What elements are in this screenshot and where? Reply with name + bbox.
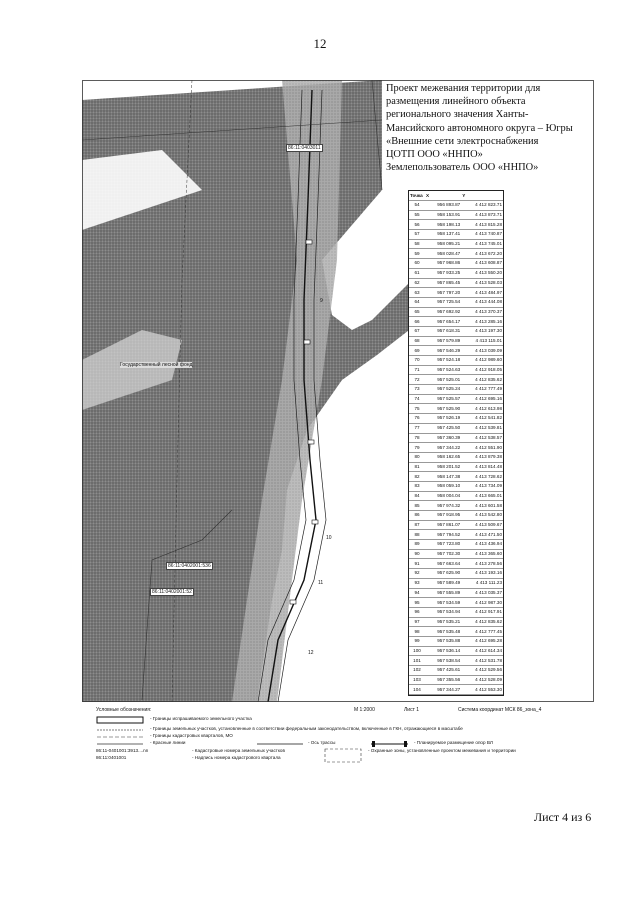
parcel-label-top: 86:11:0403011: [288, 145, 321, 151]
pylon-marker: [290, 600, 296, 604]
table-row: [409, 675, 503, 685]
x-cell: 957 538.54: [425, 656, 461, 666]
y-cell: 4 413 484.97: [461, 288, 503, 298]
table-row: [409, 297, 503, 307]
map-footer: [96, 706, 590, 714]
legend-swatch-legal: [96, 727, 146, 733]
x-cell: 957 933.25: [425, 268, 461, 278]
table-row: [409, 549, 503, 559]
table-row: [409, 520, 503, 530]
point-cell: 69: [409, 346, 425, 356]
table-row: [409, 452, 503, 462]
title-line: ЦОТП ООО «ННПО»: [386, 149, 483, 161]
x-cell: 957 725.54: [425, 297, 461, 307]
point-cell: 84: [409, 491, 425, 501]
point-cell: 75: [409, 404, 425, 414]
point-cell: 83: [409, 481, 425, 491]
y-cell: 4 413 370.37: [461, 307, 503, 317]
table-row: [409, 588, 503, 598]
y-cell: 4 412 695.16: [461, 394, 503, 404]
point-cell: 76: [409, 414, 425, 424]
point-cell: 58: [409, 239, 425, 249]
x-cell: 957 579.89: [425, 336, 461, 346]
y-cell: 4 412 551.90: [461, 443, 503, 453]
parcel-label-mid: 86:11:0402001:536: [168, 563, 211, 569]
table-row: [409, 259, 503, 269]
x-cell: 957 555.89: [425, 588, 461, 598]
area-label: Государственный лесной фонд: [120, 362, 193, 368]
point-cell: 62: [409, 278, 425, 288]
table-row: [409, 530, 503, 540]
y-cell: 4 413 665.01: [461, 491, 503, 501]
legend-boundary-used: - Границы испрашиваемого земельного участка: [150, 716, 252, 721]
y-cell: 4 413 436.94: [461, 540, 503, 550]
column-header-y: Y: [461, 191, 503, 201]
x-cell: 958 004.04: [425, 491, 461, 501]
parcel-label-low: 86:11:0402001:52: [152, 589, 192, 595]
point-cell: 104: [409, 685, 425, 695]
point-cell: 99: [409, 636, 425, 646]
x-cell: 957 794.52: [425, 530, 461, 540]
point-cell: 96: [409, 607, 425, 617]
point-cell: 57: [409, 230, 425, 240]
coordinate-system: Система координат МСК 86_зона_4: [458, 707, 542, 713]
y-cell: 4 413 193.16: [461, 569, 503, 579]
y-cell: 4 412 917.91: [461, 607, 503, 617]
y-cell: 4 413 814.48: [461, 462, 503, 472]
legend-swatch-pylons: [370, 740, 410, 748]
y-cell: 4 412 541.82: [461, 414, 503, 424]
marker-label-3: 12: [308, 650, 314, 656]
pylon-marker: [312, 520, 318, 524]
table-row: [409, 607, 503, 617]
y-cell: 4 413 365.60: [461, 549, 503, 559]
x-cell: 958 153.91: [425, 210, 461, 220]
y-cell: 4 413 542.80: [461, 511, 503, 521]
x-cell: 957 546.29: [425, 346, 461, 356]
x-cell: 958 147.38: [425, 472, 461, 482]
y-cell: 4 413 608.87: [461, 259, 503, 269]
point-cell: 63: [409, 288, 425, 298]
point-cell: 72: [409, 375, 425, 385]
x-cell: 957 344.27: [425, 685, 461, 695]
legend-red-lines: - Красные линии: [150, 740, 186, 745]
coordinates-body: [409, 201, 503, 695]
legend-swatch-quarters: [96, 734, 146, 740]
table-row: [409, 356, 503, 366]
legend-swatch-route-axis: [256, 741, 306, 747]
y-cell: 4 413 035.37: [461, 588, 503, 598]
y-cell: 4 413 471.50: [461, 530, 503, 540]
point-cell: 70: [409, 356, 425, 366]
table-row: [409, 462, 503, 472]
x-cell: 957 525.90: [425, 404, 461, 414]
legend: [96, 714, 590, 770]
legend-quarter-label: - Надпись номера кадастрового квартала: [192, 755, 281, 760]
point-cell: 97: [409, 617, 425, 627]
sheet-label: Лист 4 из 6: [534, 810, 592, 824]
x-cell: 957 535.88: [425, 636, 461, 646]
point-cell: 100: [409, 646, 425, 656]
legend-swatch-protection: [324, 748, 364, 764]
point-cell: 87: [409, 520, 425, 530]
point-cell: 55: [409, 210, 425, 220]
point-cell: 74: [409, 394, 425, 404]
y-cell: 4 413 672.20: [461, 249, 503, 259]
x-cell: 957 625.90: [425, 569, 461, 579]
point-cell: 59: [409, 249, 425, 259]
y-cell: 4 412 528.09: [461, 675, 503, 685]
x-cell: 957 355.56: [425, 675, 461, 685]
x-cell: 957 702.30: [425, 549, 461, 559]
y-cell: 4 413 815.28: [461, 220, 503, 230]
scale-label: М 1:2000: [354, 707, 375, 713]
x-cell: 957 344.22: [425, 443, 461, 453]
legend-protection-zones: - Охранные зоны, установленные проектом межевания и территории: [368, 748, 516, 753]
pylon-marker: [306, 240, 312, 244]
table-row: [409, 481, 503, 491]
x-cell: 957 525.24: [425, 385, 461, 395]
x-cell: 956 893.87: [425, 201, 461, 211]
y-cell: 4 413 039.09: [461, 346, 503, 356]
x-cell: 958 137.41: [425, 230, 461, 240]
title-line: «Внешние сети электроснабжения: [386, 135, 539, 147]
table-row: [409, 578, 503, 588]
x-cell: 957 534.94: [425, 607, 461, 617]
table-row: [409, 268, 503, 278]
marker-label-4: 9: [320, 298, 323, 304]
y-cell: 4 412 835.62: [461, 617, 503, 627]
point-cell: 91: [409, 559, 425, 569]
table-row: [409, 646, 503, 656]
point-cell: 85: [409, 501, 425, 511]
legend-swatch-boundary: [96, 716, 146, 724]
table-row: [409, 656, 503, 666]
x-cell: 957 525.57: [425, 394, 461, 404]
point-cell: 64: [409, 297, 425, 307]
y-cell: 4 412 613.98: [461, 404, 503, 414]
point-cell: 86: [409, 511, 425, 521]
table-row: [409, 210, 503, 220]
point-cell: 80: [409, 452, 425, 462]
title-line: регионального значения Ханты-: [386, 109, 529, 121]
table-row: [409, 288, 503, 298]
x-cell: 957 534.59: [425, 598, 461, 608]
x-cell: 958 162.65: [425, 452, 461, 462]
y-cell: 4 412 695.28: [461, 636, 503, 646]
legend-cadastral-numbers: - Кадастровые номера земельных участков: [192, 748, 285, 753]
table-row: [409, 385, 503, 395]
title-line: Землепользователь ООО «ННПО»: [386, 162, 539, 174]
table-row: [409, 375, 503, 385]
x-cell: 958 198.13: [425, 220, 461, 230]
table-row: [409, 423, 503, 433]
table-row: [409, 249, 503, 259]
table-row: [409, 326, 503, 336]
marker-label-1: 10: [326, 535, 332, 541]
point-cell: 65: [409, 307, 425, 317]
x-cell: 957 526.19: [425, 414, 461, 424]
x-cell: 957 865.45: [425, 278, 461, 288]
point-cell: 73: [409, 385, 425, 395]
coordinates-table: [408, 190, 504, 696]
table-row: [409, 511, 503, 521]
table-row: [409, 598, 503, 608]
table-row: [409, 540, 503, 550]
y-cell: 4 412 777.45: [461, 627, 503, 637]
x-cell: 957 974.32: [425, 501, 461, 511]
table-row: [409, 201, 503, 211]
point-cell: 93: [409, 578, 425, 588]
y-cell: 4 413 601.58: [461, 501, 503, 511]
y-cell: 4 413 740.87: [461, 230, 503, 240]
table-row: [409, 346, 503, 356]
table-row: [409, 239, 503, 249]
column-header-point: Точка: [409, 191, 425, 201]
legend-quarter-label-sample: 86:11:0401001: [96, 755, 127, 760]
y-cell: 4 413 734.09: [461, 481, 503, 491]
table-row: [409, 569, 503, 579]
table-row: [409, 317, 503, 327]
point-cell: 102: [409, 666, 425, 676]
table-row: [409, 336, 503, 346]
y-cell: 4 412 529.56: [461, 666, 503, 676]
title-line: размещения линейного объекта: [386, 96, 526, 108]
table-row: [409, 443, 503, 453]
point-cell: 90: [409, 549, 425, 559]
x-cell: 957 589.49: [425, 578, 461, 588]
y-cell: 4 412 614.34: [461, 646, 503, 656]
table-row: [409, 307, 503, 317]
y-cell: 4 413 873.71: [461, 210, 503, 220]
y-cell: 4 413 285.16: [461, 317, 503, 327]
table-row: [409, 491, 503, 501]
table-row: [409, 220, 503, 230]
x-cell: 957 797.20: [425, 288, 461, 298]
legend-cadastral-number-sample: 86:11-0401001:3913....nn: [96, 748, 149, 753]
point-cell: 67: [409, 326, 425, 336]
table-row: [409, 685, 503, 695]
y-cell: 4 413 444.08: [461, 297, 503, 307]
y-cell: 4 412 823.71: [461, 201, 503, 211]
x-cell: 957 425.61: [425, 666, 461, 676]
legend-route-axis: - Ось трассы: [308, 740, 336, 745]
page-number: 12: [313, 36, 327, 51]
title-line: Мансийского автономного округа – Югры: [386, 122, 573, 134]
y-cell: 4 413 111.23: [461, 578, 503, 588]
point-cell: 56: [409, 220, 425, 230]
x-cell: 957 524.18: [425, 356, 461, 366]
table-row: [409, 617, 503, 627]
y-cell: 4 412 989.60: [461, 356, 503, 366]
sheet-number: Лист 1: [404, 707, 420, 713]
y-cell: 4 413 728.62: [461, 472, 503, 482]
x-cell: 957 663.64: [425, 559, 461, 569]
y-cell: 4 412 987.30: [461, 598, 503, 608]
y-cell: 4 413 550.20: [461, 268, 503, 278]
point-cell: 94: [409, 588, 425, 598]
table-header-row: [409, 191, 503, 201]
x-cell: 957 536.14: [425, 646, 461, 656]
legend-swatch-red-lines: [96, 741, 146, 747]
x-cell: 957 525.01: [425, 375, 461, 385]
x-cell: 957 654.17: [425, 317, 461, 327]
project-title: [386, 82, 592, 174]
table-row: [409, 472, 503, 482]
x-cell: 957 535.48: [425, 627, 461, 637]
point-cell: 60: [409, 259, 425, 269]
x-cell: 957 524.63: [425, 365, 461, 375]
y-cell: 4 412 538.57: [461, 433, 503, 443]
point-cell: 88: [409, 530, 425, 540]
point-cell: 79: [409, 443, 425, 453]
point-cell: 101: [409, 656, 425, 666]
x-cell: 957 692.92: [425, 307, 461, 317]
point-cell: 89: [409, 540, 425, 550]
x-cell: 957 360.39: [425, 433, 461, 443]
point-cell: 71: [409, 365, 425, 375]
x-cell: 957 968.86: [425, 259, 461, 269]
point-cell: 95: [409, 598, 425, 608]
point-cell: 78: [409, 433, 425, 443]
point-cell: 66: [409, 317, 425, 327]
point-cell: 77: [409, 423, 425, 433]
x-cell: 958 059.10: [425, 481, 461, 491]
x-cell: 957 618.31: [425, 326, 461, 336]
table-row: [409, 636, 503, 646]
table-row: [409, 433, 503, 443]
y-cell: 4 412 539.81: [461, 423, 503, 433]
table-row: [409, 666, 503, 676]
point-cell: 98: [409, 627, 425, 637]
table-row: [409, 230, 503, 240]
y-cell: 4 413 528.03: [461, 278, 503, 288]
table-row: [409, 394, 503, 404]
y-cell: 4 413 509.67: [461, 520, 503, 530]
pylon-marker: [308, 440, 314, 444]
point-cell: 82: [409, 472, 425, 482]
table-row: [409, 414, 503, 424]
marker-label-2: 11: [318, 580, 324, 586]
table-row: [409, 501, 503, 511]
y-cell: 4 413 115.01: [461, 336, 503, 346]
table-row: [409, 278, 503, 288]
y-cell: 4 413 879.38: [461, 452, 503, 462]
point-cell: 61: [409, 268, 425, 278]
table-row: [409, 365, 503, 375]
x-cell: 957 723.80: [425, 540, 461, 550]
x-cell: 957 861.07: [425, 520, 461, 530]
x-cell: 957 425.50: [425, 423, 461, 433]
y-cell: 4 412 531.78: [461, 656, 503, 666]
pylon-marker: [304, 340, 310, 344]
point-cell: 81: [409, 462, 425, 472]
y-cell: 4 413 745.01: [461, 239, 503, 249]
x-cell: 958 095.21: [425, 239, 461, 249]
table-row: [409, 627, 503, 637]
legend-boundary-legal: - Границы земельных участков, установленные в соответствии федеральным законодательством, включенные в ГКН, отражающиеся в масштабе: [150, 726, 463, 731]
title-line: Проект межевания территории для: [386, 83, 541, 94]
point-cell: 92: [409, 569, 425, 579]
y-cell: 4 412 835.62: [461, 375, 503, 385]
point-cell: 54: [409, 201, 425, 211]
y-cell: 4 413 197.30: [461, 326, 503, 336]
y-cell: 4 413 278.56: [461, 559, 503, 569]
table-row: [409, 559, 503, 569]
x-cell: 958 028.47: [425, 249, 461, 259]
y-cell: 4 412 777.49: [461, 385, 503, 395]
x-cell: 958 201.52: [425, 462, 461, 472]
table-row: [409, 404, 503, 414]
legend-heading: Условные обозначения:: [96, 707, 152, 713]
legend-planned-pylons: - Планируемое размещение опор ВЛ: [414, 740, 493, 745]
y-cell: 4 412 918.05: [461, 365, 503, 375]
x-cell: 957 918.95: [425, 511, 461, 521]
point-cell: 103: [409, 675, 425, 685]
point-cell: 68: [409, 336, 425, 346]
column-header-x: X: [425, 191, 461, 201]
y-cell: 4 412 553.30: [461, 685, 503, 695]
x-cell: 957 535.21: [425, 617, 461, 627]
legend-cadastral-quarters: - Границы кадастровых кварталов, МО: [150, 733, 233, 738]
